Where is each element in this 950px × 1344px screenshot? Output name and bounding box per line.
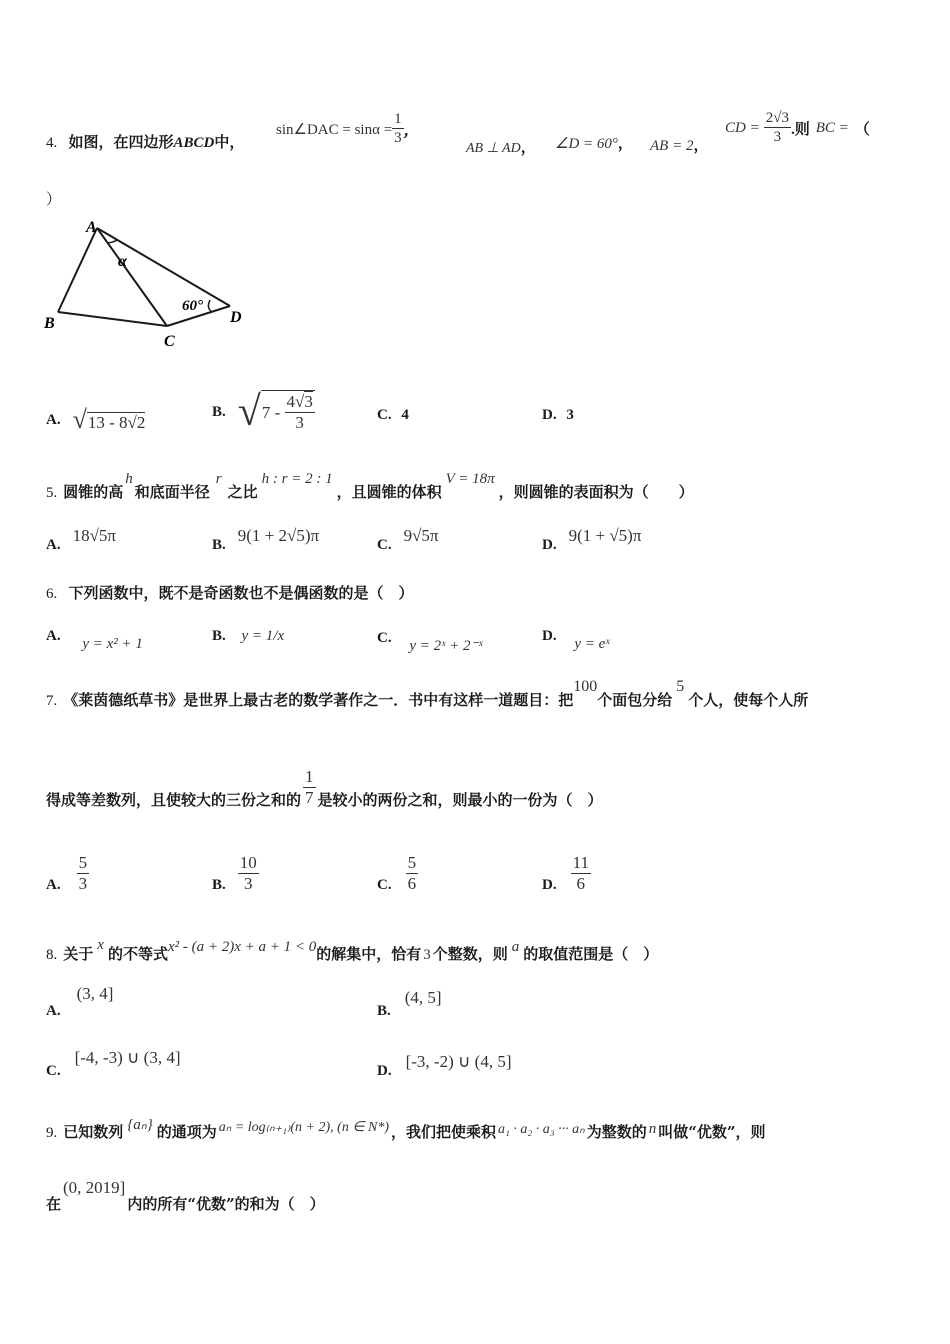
question-text: ，我们把使乘积	[391, 1123, 497, 1141]
question-4-close: ）	[46, 190, 62, 208]
option-label: B.	[377, 1003, 391, 1019]
math-ratio: h : r = 2 : 1	[261, 471, 333, 487]
math-x: x	[97, 937, 104, 953]
option-value: y = 2ˣ + 2⁻ˣ	[409, 638, 483, 654]
question-text: 《莱茵德纸草书》是世界上最古老的数学著作之一．书中有这样一道题目：把	[63, 691, 574, 709]
label-b: B	[44, 315, 55, 332]
option-label: C.	[377, 407, 392, 423]
denominator: 7	[305, 787, 314, 807]
angle-alpha-arc	[108, 240, 117, 243]
math-volume: V = 18π	[445, 471, 495, 487]
denominator: 3	[773, 128, 782, 145]
question-6	[46, 582, 414, 603]
question-text: 已知数列	[63, 1123, 124, 1141]
question-number: 6.	[46, 586, 58, 602]
angle-d-arc	[208, 300, 212, 312]
option-value: √ 13 - 8√2	[72, 405, 146, 434]
question-text: 关于	[63, 945, 94, 963]
question-text: 圆锥的高	[63, 483, 124, 501]
segment-ab	[58, 228, 97, 312]
paren: （	[854, 121, 870, 138]
question-9-line2	[46, 1180, 325, 1214]
number-5: 5	[676, 678, 685, 695]
option-d[interactable]	[542, 846, 591, 894]
denominator: 3	[394, 129, 402, 146]
math-r: r	[215, 471, 222, 487]
option-value: y = x² + 1	[82, 636, 143, 652]
question-number: 8.	[46, 947, 58, 963]
option-label: C.	[377, 877, 392, 893]
question-text: 和底面半径	[134, 483, 210, 501]
option-label: D.	[377, 1063, 392, 1079]
option-value: 9√5π	[403, 526, 439, 545]
label-a: A	[86, 219, 97, 236]
question-text: 得成等差数列，且使较大的三份之和的	[46, 791, 302, 809]
numerator: 1	[305, 766, 314, 786]
option-label: D.	[542, 628, 557, 644]
question-text: 中，	[214, 133, 245, 151]
option-b[interactable]	[212, 528, 319, 554]
math-n: n	[648, 1121, 657, 1137]
numerator: 2√3	[765, 110, 789, 127]
question-text: 在	[46, 1195, 62, 1213]
numerator: 5	[407, 852, 417, 872]
option-label: D.	[542, 537, 557, 553]
condition-ab: AB = 2，	[650, 138, 709, 154]
segment-bc	[58, 312, 167, 326]
condition-cd	[725, 102, 870, 154]
condition-sin	[276, 104, 419, 154]
option-value: 3	[566, 407, 574, 423]
quadrilateral-figure	[40, 216, 260, 352]
option-value: y = eˣ	[574, 636, 610, 652]
option-b[interactable]	[377, 990, 442, 1020]
question-number: 5.	[46, 485, 58, 501]
question-text: 内的所有“优数”的和为（ ）	[127, 1195, 325, 1213]
condition-angle-d: ∠D = 60°，	[555, 136, 633, 152]
question-number: 9.	[46, 1125, 58, 1141]
option-a[interactable]	[46, 984, 114, 1020]
denominator: 3	[78, 873, 88, 893]
question-5	[46, 466, 694, 502]
math-expression: ∠D = 60°	[555, 136, 618, 152]
label-d: D	[230, 309, 242, 326]
question-text: 的取值范围是（ ）	[523, 945, 659, 963]
fraction	[764, 110, 791, 146]
math-expression: sin∠DAC = sinα =	[276, 121, 393, 138]
label-alpha: α	[118, 253, 127, 270]
option-value	[406, 854, 419, 894]
segment-ad	[97, 228, 230, 306]
option-b[interactable]	[212, 384, 315, 440]
option-label: A.	[46, 877, 61, 893]
math-interval: (0, 2019]	[63, 1178, 126, 1197]
math-expression: CD =	[725, 119, 760, 136]
option-d[interactable]	[542, 407, 574, 424]
condition-perpendicular: AB ⊥ AD，	[466, 140, 536, 156]
question-number: 7.	[46, 693, 58, 709]
question-text: 个人，使每个人所	[688, 691, 809, 709]
option-d[interactable]	[542, 528, 641, 554]
math-product: a₁ · a₂ · a₃ ··· aₙ	[498, 1122, 585, 1137]
question-text: ，则圆锥的表面积为（ ）	[498, 483, 694, 501]
question-text: 个整数，则	[432, 945, 508, 963]
question-text: 的不等式	[107, 945, 168, 963]
option-c[interactable]	[377, 628, 483, 654]
option-label: B.	[212, 537, 226, 553]
option-value	[571, 854, 591, 894]
option-label: A.	[46, 411, 61, 428]
option-c[interactable]	[377, 407, 409, 424]
quadrilateral-name: ABCD	[173, 135, 215, 151]
option-label: B.	[212, 877, 226, 893]
option-value: 4	[401, 407, 409, 423]
math-expression: BC =	[815, 119, 849, 136]
question-text: 的解集中，恰有	[316, 945, 422, 963]
denominator: 3	[244, 873, 253, 893]
math-inequality: x² - (a + 2)x + a + 1 < 0	[167, 939, 317, 955]
label-c: C	[164, 333, 175, 350]
numerator: 1	[394, 111, 402, 128]
option-a[interactable]	[46, 628, 143, 652]
option-b[interactable]	[212, 846, 259, 894]
option-label: B.	[212, 403, 226, 420]
question-text: 下列函数中，既不是奇函数也不是偶函数的是（ ）	[68, 584, 414, 602]
option-value: (3, 4]	[76, 984, 114, 1003]
math-expression: AB ⊥ AD	[466, 141, 521, 156]
question-9-line1	[46, 1108, 766, 1142]
question-7-line2	[46, 760, 603, 810]
question-text: 个面包分给	[597, 691, 673, 709]
question-text: 如图，在四边形	[68, 133, 174, 151]
option-value: [-4, -3) ∪ (3, 4]	[74, 1048, 181, 1067]
question-text: .则	[790, 121, 810, 138]
question-4-line1	[46, 122, 244, 162]
numerator: 11	[572, 852, 589, 872]
option-label: C.	[46, 1063, 61, 1079]
question-text: 为整数的	[586, 1123, 647, 1141]
math-sequence: {aₙ}	[127, 1117, 153, 1133]
question-text: 的通项为	[156, 1123, 217, 1141]
option-a[interactable]	[46, 846, 89, 894]
label-angle: 60°	[182, 298, 203, 314]
denominator: 6	[576, 873, 586, 893]
option-label: A.	[46, 628, 61, 644]
question-text: ，且圆锥的体积	[336, 483, 442, 501]
option-value: [-3, -2) ∪ (4, 5]	[405, 1052, 512, 1071]
option-value: 9(1 + √5)π	[568, 526, 642, 545]
question-text: 之比	[227, 483, 258, 501]
fraction	[303, 768, 316, 808]
option-label: D.	[542, 407, 557, 423]
option-label: B.	[212, 628, 226, 644]
option-d[interactable]	[377, 1046, 512, 1080]
math-formula: aₙ = log₍ₙ₊₁₎(n + 2), (n ∈ N*)	[218, 1120, 390, 1135]
option-a[interactable]	[46, 528, 116, 554]
option-value: (4, 5]	[404, 988, 442, 1007]
option-d[interactable]	[542, 628, 610, 652]
question-text: 叫做“优数”，则	[658, 1123, 766, 1141]
denominator: 6	[407, 873, 417, 893]
comma: ，	[403, 122, 419, 139]
option-label: C.	[377, 630, 392, 646]
option-value: y = 1/x	[241, 628, 285, 644]
option-value: 9(1 + 2√5)π	[237, 526, 320, 545]
math-h: h	[125, 471, 133, 487]
option-label: A.	[46, 1003, 61, 1019]
option-c[interactable]	[46, 1046, 181, 1080]
number-100: 100	[573, 678, 598, 695]
numerator: 10	[239, 852, 257, 872]
option-c[interactable]	[377, 528, 439, 554]
question-text: 是较小的两份之和，则最小的一份为（ ）	[317, 791, 603, 809]
option-value	[77, 854, 90, 894]
question-8	[46, 934, 658, 964]
segment-ac	[97, 228, 167, 326]
fraction	[392, 111, 404, 147]
option-label: D.	[542, 877, 557, 893]
option-value: 18√5π	[72, 526, 117, 545]
math-expression: AB = 2	[650, 138, 694, 154]
number: 3	[423, 947, 431, 963]
option-value	[238, 854, 259, 894]
option-label: C.	[377, 537, 392, 553]
option-a[interactable]	[46, 400, 145, 440]
question-number: 4.	[46, 135, 58, 151]
numerator: 5	[78, 852, 88, 872]
option-label: A.	[46, 537, 61, 553]
math-a: a	[511, 939, 520, 955]
option-value: √ 7 - $\frac{4√3}{3}$	[237, 388, 313, 435]
option-b[interactable]	[212, 628, 284, 645]
option-c[interactable]	[377, 846, 418, 894]
question-7-line1	[46, 676, 808, 710]
